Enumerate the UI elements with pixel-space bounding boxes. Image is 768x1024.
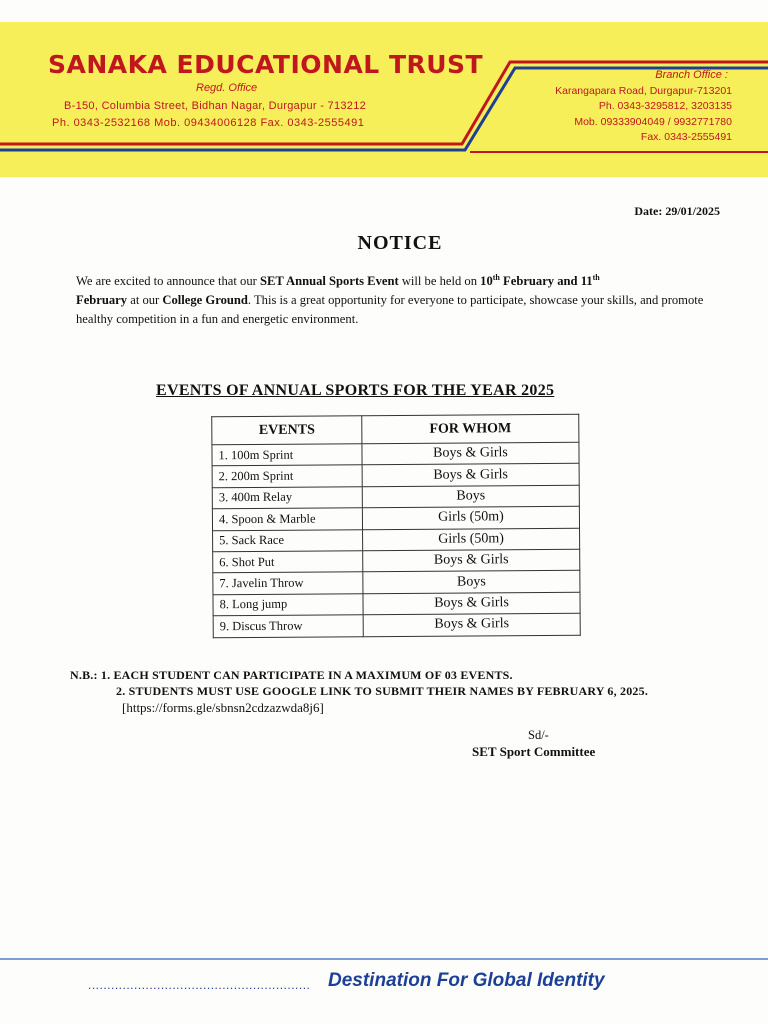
events-table [211,414,581,638]
event-cell: 6. Shot Put [213,551,363,573]
intro-venue: College Ground [162,293,248,308]
notice-date: Date: 29/01/2025 [634,204,720,218]
event-cell: 5. Sack Race [213,529,363,551]
intro-sup: th [492,273,500,282]
branch-office-address: Karangapara Road, Durgapur-713201 [555,84,732,97]
event-cell: 8. Long jump [213,593,363,615]
events-table-title: EVENTS OF ANNUAL SPORTS FOR THE YEAR 2025 [156,382,555,399]
for-whom-cell: Girls (50m) [362,506,579,529]
branch-office-fax: Fax. 0343-2555491 [640,131,732,143]
nb-line-2: 2. STUDENTS MUST USE GOOGLE LINK TO SUBMIT THEIR NAMES BY FEBRUARY 6, 2025. [116,684,649,698]
branch-office-mobile: Mob. 09333904049 / 9932771780 [574,115,732,128]
intro-day1: 10 [480,274,493,289]
column-header-events: EVENTS [212,416,362,445]
for-whom-cell: Boys & Girls [363,592,580,615]
intro-text: at our [127,293,163,308]
intro-date-mid: February and 11 [499,274,593,289]
table-row [212,506,579,530]
event-cell: 3. 400m Relay [212,487,362,509]
event-cell: 9. Discus Throw [213,615,363,637]
branch-office-phone: Ph. 0343-3295812, 3203135 [598,100,732,112]
table-row [213,592,580,616]
table-row [213,571,580,595]
table-row [212,464,579,488]
notice-intro-paragraph [76,268,708,329]
regd-office-label: Regd. Office [196,82,258,94]
event-cell: 1. 100m Sprint [212,444,362,466]
letterhead [0,22,768,177]
table-row [212,442,579,466]
google-form-link[interactable]: [https://forms.gle/sbnsn2cdzazwda8j6] [122,700,324,715]
footer-dots: .......................................................... [88,978,311,992]
for-whom-cell: Boys & Girls [363,613,580,636]
intro-text: We are excited to announce that our [76,274,260,289]
table-header-row [212,414,579,445]
for-whom-cell: Boys & Girls [362,464,579,487]
for-whom-cell: Boys [363,571,580,594]
for-whom-cell: Boys [362,485,579,508]
table-row [213,549,580,573]
event-cell: 2. 200m Sprint [212,465,362,487]
branch-office-block [555,68,732,146]
event-cell: 7. Javelin Throw [213,572,363,594]
regd-office-address: B-150, Columbia Street, Bidhan Nagar, Durgapur - 713212 [64,100,367,112]
intro-event-name: SET Annual Sports Event [259,274,399,289]
signature-sd: Sd/- [528,728,549,742]
table-row [212,485,579,509]
intro-text: . This is a great opportunity for everyone to participate, showcase your skills, and promote healthy competition in a fun and energetic environment. [76,293,704,327]
column-header-for-whom: FOR WHOM [362,414,579,444]
notice-title: NOTICE [357,232,443,254]
footer-tagline: Destination For Global Identity [328,970,605,991]
footer-divider [0,958,768,960]
signature-committee: SET Sport Committee [472,744,596,759]
for-whom-cell: Boys & Girls [362,442,579,465]
intro-month: February [76,293,128,308]
for-whom-cell: Girls (50m) [363,528,580,551]
for-whom-cell: Boys & Girls [363,549,580,572]
intro-sup: th [592,273,600,282]
org-name: SANAKA EDUCATIONAL TRUST [48,50,484,79]
branch-office-label: Branch Office : [655,69,728,81]
table-row [213,528,580,552]
nb-line-1: N.B.: 1. EACH STUDENT CAN PARTICIPATE IN A MAXIMUM OF 03 EVENTS. [70,668,513,682]
intro-text: will be held on [398,274,481,289]
regd-office-contact: Ph. 0343-2532168 Mob. 09434006128 Fax. 0343-2555491 [52,117,365,129]
event-cell: 4. Spoon & Marble [212,508,362,530]
table-row [213,613,580,637]
